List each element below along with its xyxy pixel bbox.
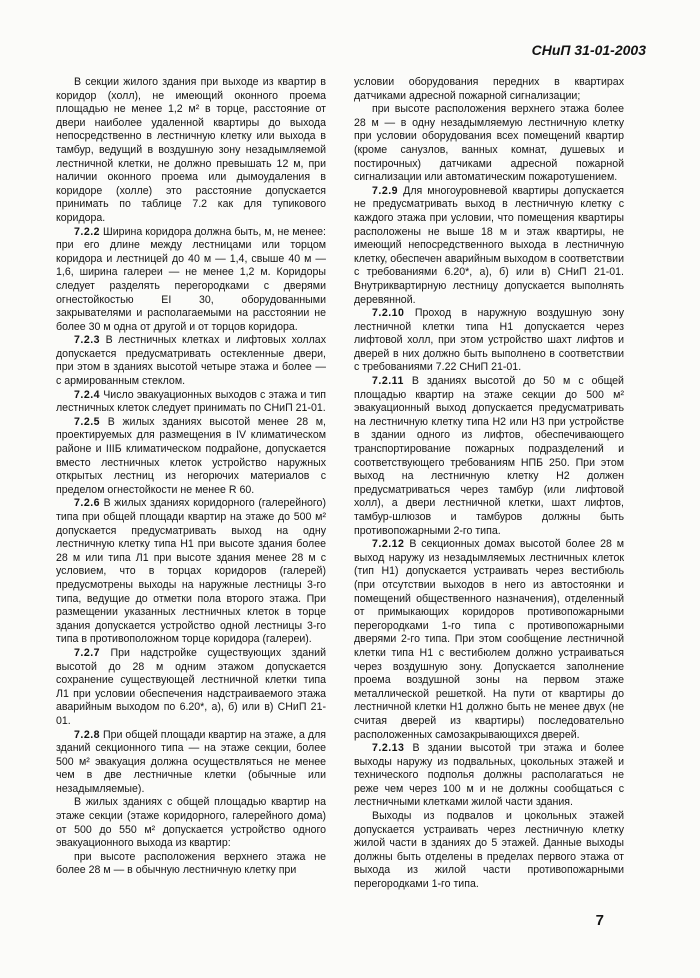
paragraph [354,307,624,375]
right-column [354,76,624,892]
paragraph [354,810,624,892]
paragraph-text: Для многоуровневой квартиры допускается не предусматривать выход в лестничную клетку с каждого этажа при условии, что помещения квартиры расположены не выше 18 м и этаж квартиры, не имеющий непосредственного выхода в лестничную клетку, обеспечен аварийным выходом в соответствии с требованиями 6.20*, а), б) или в) СНиП 21-01. Внутриквартирную лестницу допускается выполнять деревянной. [354,184,624,306]
paragraph [354,103,624,185]
paragraph [354,742,624,810]
paragraph-text: условии оборудования передних в квартирах датчиками адресной пожарной сигнализации; [354,76,624,102]
paragraph [56,796,326,850]
paragraph [56,851,326,878]
clause-number: 7.2.8 [74,728,101,741]
paragraph-text: При надстройке существующих зданий высотой до 28 м одним этажом допускается сохранение существующей лестничной клетки типа Л1 при условии обеспечения надстраиваемого этажа аварийным выходом по 6.20*, а), б) или в) СНиП 21-01. [56,646,326,727]
paragraph-text: В секционных домах высотой более 28 м выход наружу из незадымляемых лестничных клеток (тип Н1) допускается устраивать через вестибюль (при отсутствии выходов в него из автостоянки и помещений общественного назначения), отделенный от примыкающих коридоров противопожарными перегородками 1-го типа с противопожарными дверями 2-го типа. При этом сообщение лестничной клетки типа Н1 с вестибюлем должно устраиваться через воздушную зону. Допускается заполнение проема воздушной зоны на первом этаже металлической решеткой. На пути от квартиры до лестничной клетки Н1 должно быть не менее двух (не считая дверей из квартиры) последовательно расположенных самозакрывающихся дверей. [354,538,624,741]
paragraph-text: В зданиях высотой до 50 м с общей площадью квартир на этаже секции до 500 м² эвакуационный выход допускается предусматривать на лестничную клетку типа Н2 или Н3 при устройстве в здании одного из лифтов, обеспечивающего транспортирование пожарных подразделений и соответствующего требованиям НПБ 250. При этом выход на лестничную клетку Н2 должен предусматриваться через тамбур (или лифтовой холл), а двери лестничной клетки, шахт лифтов, тамбур-шлюзов и тамбуров должны быть противопожарными 2-го типа. [354,375,624,537]
clause-number: 7.2.10 [372,307,405,320]
paragraph-text: В секции жилого здания при выходе из квартир в коридор (холл), не имеющий оконного проема площадью не менее 1,2 м² в торце, расстояние от двери наиболее удаленной квартиры до выхода непосредственно в лестничную клетку или выхода в тамбур, ведущий в воздушную зону незадымляемой лестничной клетки, не должно превышать 12 м, при наличии оконного проема или дымоудаления в коридоре (холле) это расстояние допускается принимать по таблице 7.2 как для тупикового коридора. [56,76,326,224]
paragraph-text: В жилых зданиях с общей площадью квартир на этаже секции (этаже коридорного, галерейного дома) от 500 до 550 м² допускается устройство одного эвакуационного выхода из квартир: [56,796,326,850]
clause-number: 7.2.5 [74,415,101,428]
paragraph [56,729,326,797]
clause-number: 7.2.4 [74,388,101,401]
clause-number: 7.2.3 [74,334,101,347]
clause-number: 7.2.11 [372,375,404,388]
paragraph-text: В жилых зданиях коридорного (галерейного) типа при общей площади квартир на этаже до 500 м² допускается предусматривать выход на одну лестничную клетку типа Н1 при высоте здания более 28 м или типа Л1 при высоте здания менее 28 м с условием, что в торцах коридоров (галерей) предусмотрены выходы на наружные лестницы 3-го типа, ведущие до отметки пола второго этажа. При размещении указанных лестничных клеток в торце здания допускается устройство одной лестницы 3-го типа в противоположном торце коридора (галереи). [56,497,326,646]
clause-number: 7.2.6 [74,497,101,510]
paragraph-text: В жилых зданиях высотой менее 28 м, проектируемых для размещения в IV климатическом районе и IIIБ климатическом подрайоне, допускается вместо лестничных клеток устройство наружных открытых лестниц из негорючих материалов с пределом огнестойкости не менее R 60. [56,415,326,496]
paragraph-text: При общей площади квартир на этаже, а для зданий секционного типа — на этаже секции, более 500 м² эвакуация должна осуществляться не менее чем в две лестничные клетки (обычные или незадымляемые). [56,728,326,795]
paragraph [56,416,326,498]
paragraph-text: при высоте расположения верхнего этажа не более 28 м — в обычную лестничную клетку при [56,850,326,877]
paragraph [56,497,326,647]
paragraph-text: В лестничных клетках и лифтовых холлах допускается предусматривать остекленные двери, при этом в зданиях высотой четыре этажа и более — с армированным стеклом. [56,334,326,388]
paragraph [56,647,326,729]
paragraph [354,76,624,103]
paragraph-text: В здании высотой три этажа и более выходы наружу из подвальных, цокольных этажей и технического подполья должны располагаться не реже чем через 100 м и не должны сообщаться с лестничными клетками жилой части здания. [354,742,624,809]
paragraph [354,375,624,538]
paragraph [56,226,326,335]
paragraph [56,389,326,416]
clause-number: 7.2.7 [74,646,101,659]
paragraph-text: Число эвакуационных выходов с этажа и тип лестничных клеток следует принимать по СНиП 21-01. [56,388,326,415]
paragraph [354,185,624,307]
clause-number: 7.2.13 [372,742,405,755]
paragraph-text: Ширина коридора должна быть, м, не менее: при его длине между лестницами или торцом коридора и лестницей до 40 м — 1,4, свыше 40 м — 1,6, ширина галереи — не менее 1,2 м. Коридоры следует разделять перегородками с дверями огнестойкостью EI 30, оборудованными закрывателями и располагаемыми на расстоянии не более 30 м одна от другой и от торцов коридора. [56,225,326,333]
paragraph-text: при высоте расположения верхнего этажа более 28 м — в одну незадымляемую лестничную клетку при условии оборудования всех помещений квартир (кроме санузлов, ванных комнат, душевых и постирочных) датчиками адресной пожарной сигнализации или автоматическим пожаротушением. [354,103,624,184]
paragraph [56,334,326,388]
clause-number: 7.2.12 [372,538,405,551]
paragraph [56,76,326,226]
left-column [56,76,326,878]
paragraph [354,538,624,742]
paragraph-text: Проход в наружную воздушную зону лестничной клетки типа Н1 допускается через лифтовой холл, при этом устройство шахт лифтов и дверей в них должно быть выполнено в соответствии с требованиями 7.22 СНиП 21-01. [354,307,625,374]
paragraph-text: Выходы из подвалов и цокольных этажей допускается устраивать через лестничную клетку жилой части в зданиях до 5 этажей. Данные выходы должны быть отделены в пределах первого этажа от выхода из жилой части противопожарными перегородками 1-го типа. [354,810,624,891]
clause-number: 7.2.2 [74,225,101,238]
page-header: СНиП 31-01-2003 [531,42,646,58]
clause-number: 7.2.9 [372,184,399,197]
page-number: 7 [595,912,604,929]
